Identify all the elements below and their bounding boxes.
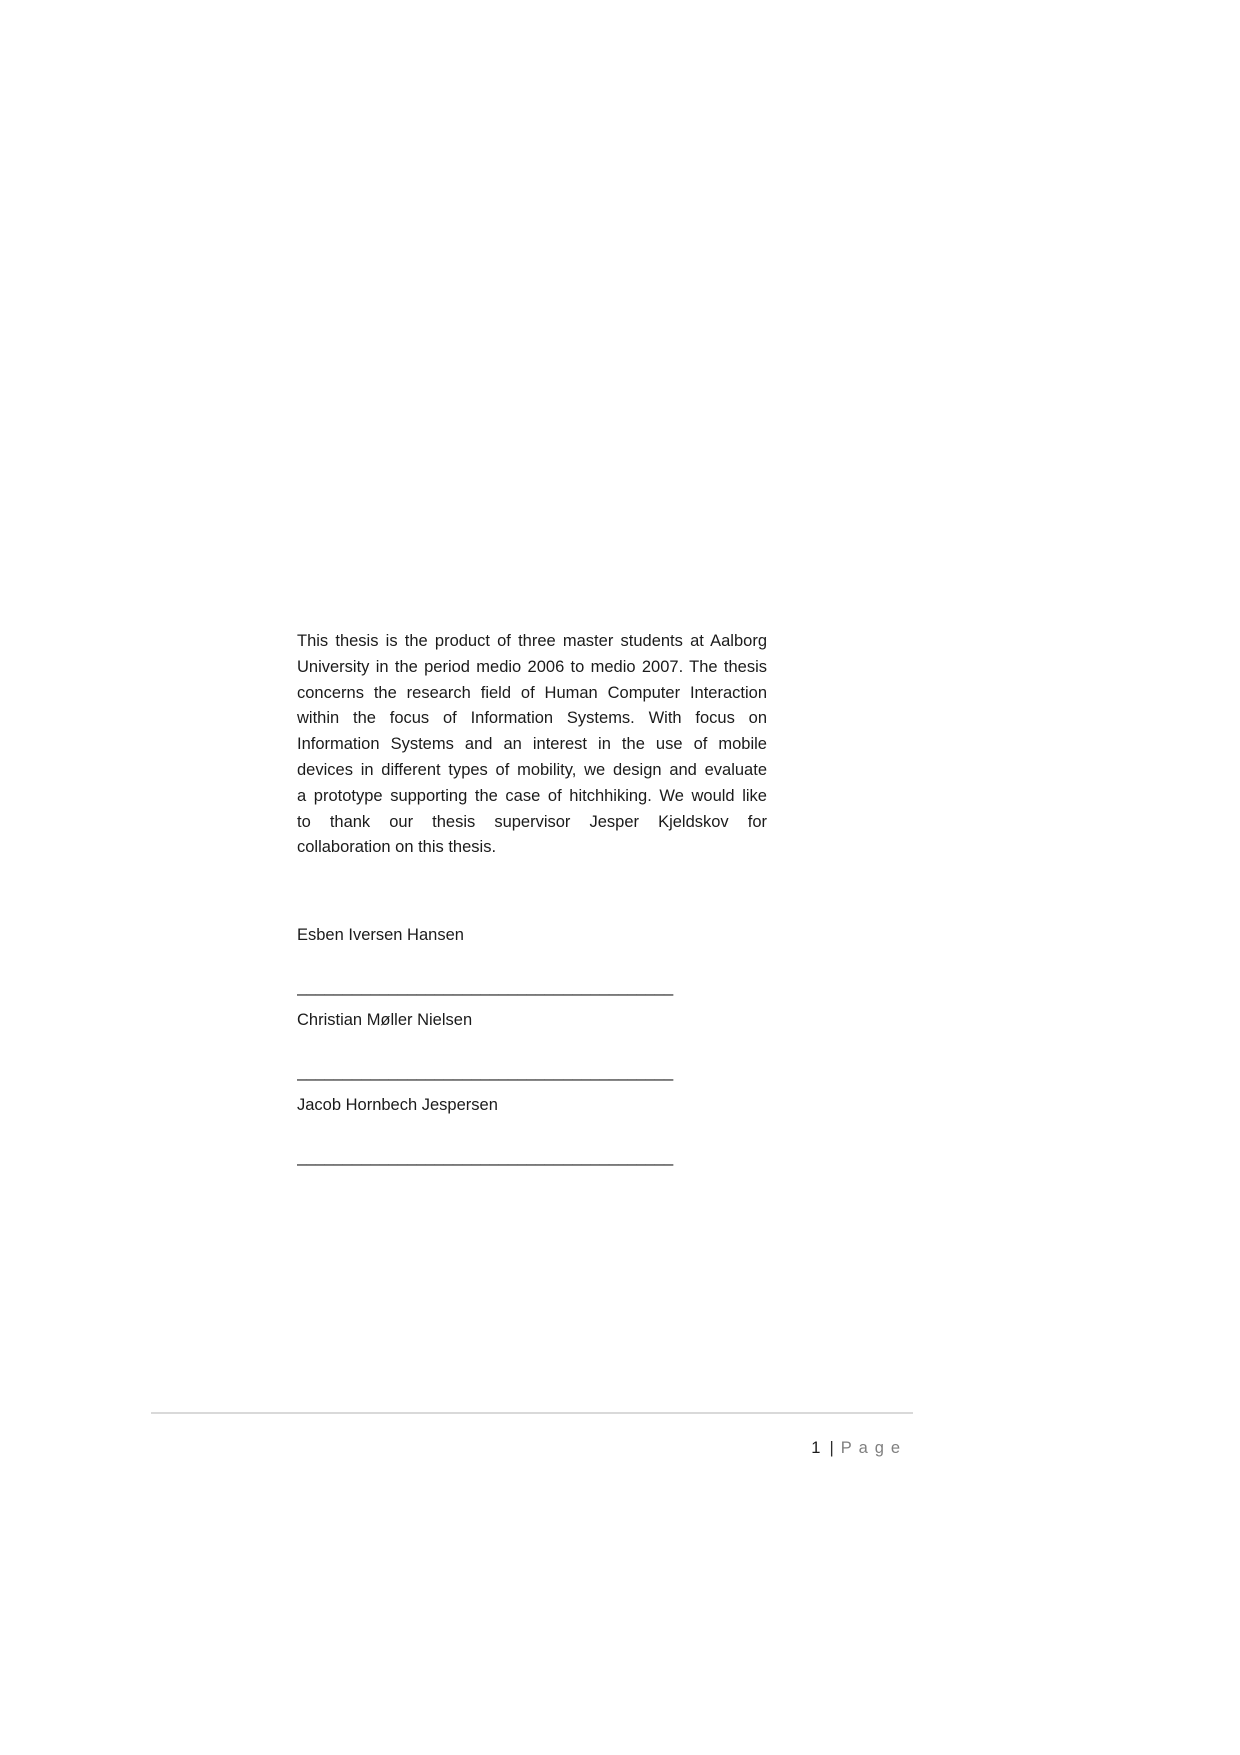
signer-block (297, 1007, 767, 1085)
preface-line: collaboration on this thesis. (297, 838, 497, 857)
page-number: 1 (811, 1439, 821, 1457)
signer-block (297, 922, 767, 1000)
preface-line: devices in different types of mobility, we design and evaluate (297, 760, 767, 779)
signer-block (297, 1092, 767, 1170)
preface-line: Information Systems and an interest in the use of mobile (297, 735, 767, 754)
preface-line: to thank our thesis supervisor Jesper Kjeldskov for (297, 812, 767, 831)
preface-line: University in the period medio 2006 to medio 2007. The thesis (297, 657, 767, 676)
signer-name: Esben Iversen Hansen (297, 926, 464, 944)
signature-section (297, 922, 767, 1177)
preface-line: within the focus of Information Systems. With focus on (297, 709, 767, 728)
signature-line: _________________________________________ (297, 1063, 674, 1081)
preface-line: a prototype supporting the case of hitchhiking. We would like (297, 786, 767, 805)
preface-line: This thesis is the product of three master students at Aalborg (297, 632, 767, 650)
signer-name: Jacob Hornbech Jespersen (297, 1096, 498, 1114)
signer-name: Christian Møller Nielsen (297, 1011, 473, 1029)
signature-line: _________________________________________ (297, 978, 674, 996)
page-footer (151, 1435, 907, 1461)
footer-rule (151, 1412, 913, 1414)
footer-page-label: Page (840, 1439, 907, 1457)
preface-paragraph (297, 629, 767, 861)
footer-divider: | (829, 1439, 834, 1457)
preface-line: concerns the research field of Human Computer Interaction (297, 683, 767, 702)
signature-line: _________________________________________ (297, 1148, 674, 1166)
